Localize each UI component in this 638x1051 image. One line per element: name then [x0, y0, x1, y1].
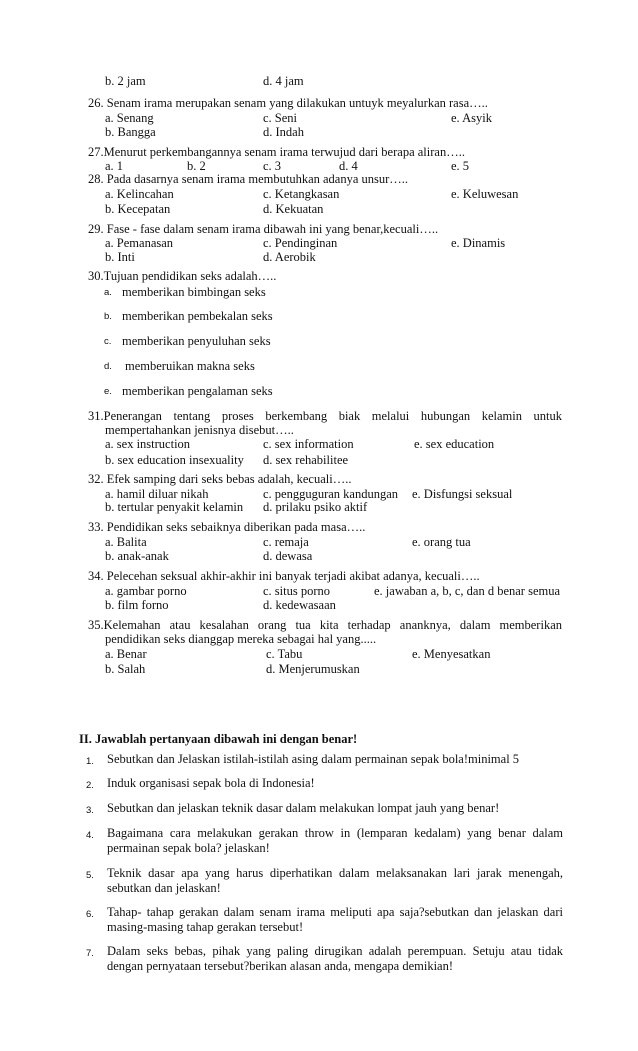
- essay-number: 4.: [86, 830, 94, 841]
- option-a: a. sex instruction: [105, 437, 191, 451]
- option-e: e. Disfungsi seksual: [412, 487, 513, 501]
- essay-number: 3.: [86, 805, 94, 816]
- option-a: a. Kelincahan: [105, 187, 174, 201]
- option-c: c. Tabu: [266, 647, 303, 661]
- essay-question: Sebutkan dan Jelaskan istilah-istilah asing dalam permainan sepak bola!minimal 5: [107, 752, 520, 766]
- option-d: d. dewasa: [263, 549, 313, 563]
- essay-question: Dalam seks bebas, pihak yang paling dirugikan adalah perempuan. Setuju atau tidak dengan pernyataan tersebut?berikan alasan anda, mengapa demikian!: [107, 944, 563, 973]
- question-28: 28. Pada dasarnya senam irama membutuhkan adanya unsur…..: [88, 172, 409, 186]
- question-32: 32. Efek samping dari seks bebas adalah, kecuali…..: [88, 472, 352, 486]
- option-d: d. Menjerumuskan: [266, 662, 360, 676]
- option-c: c. remaja: [263, 535, 309, 549]
- question-29: 29. Fase - fase dalam senam irama dibawah ini yang benar,kecuali…..: [88, 222, 439, 236]
- question-27: 27.Menurut perkembangannya senam irama terwujud dari berapa aliran…..: [88, 145, 465, 159]
- option-d: d. 4: [339, 159, 358, 173]
- option-c: c. pengguguran kandungan: [263, 487, 399, 501]
- question-26: 26. Senam irama merupakan senam yang dilakukan untuyk meyalurkan rasa…..: [88, 96, 488, 110]
- essay-number: 5.: [86, 870, 94, 881]
- list-label: d.: [104, 361, 112, 372]
- option-e: e. jawaban a, b, c, dan d benar semua: [374, 584, 561, 598]
- section-title: II. Jawablah pertanyaan dibawah ini dengan benar!: [79, 732, 358, 746]
- question-31-cont: mempertahankan jenisnya disebut…..: [105, 423, 294, 437]
- question-33: 33. Pendidikan seks sebaiknya diberikan pada masa…..: [88, 520, 366, 534]
- option-d: d. prilaku psiko aktif: [263, 500, 368, 514]
- option-e: e. orang tua: [412, 535, 471, 549]
- essay-question: Tahap- tahap gerakan dalam senam irama meliputi apa saja?sebutkan dan jelaskan dari masing-masing tahap gerakan tersebut!: [107, 905, 563, 934]
- option-e: e. Asyik: [451, 111, 492, 125]
- option-b: b. 2 jam: [105, 74, 146, 88]
- option-d: d. Aerobik: [263, 250, 316, 264]
- option-a: a. Pemanasan: [105, 236, 174, 250]
- option-a: a. Senang: [105, 111, 154, 125]
- option-c: c. Ketangkasan: [263, 187, 340, 201]
- option-c: c. Pendinginan: [263, 236, 338, 250]
- option-d: d. 4 jam: [263, 74, 304, 88]
- list-item: memberuikan makna seks: [125, 359, 255, 373]
- essay-question: Bagaimana cara melakukan gerakan throw in (lemparan kedalam) yang benar dalam permainan sepak bola? jelaskan!: [107, 826, 563, 855]
- list-label: b.: [104, 311, 112, 322]
- option-c: c. sex information: [263, 437, 354, 451]
- question-34: 34. Pelecehan seksual akhir-akhir ini banyak terjadi akibat adanya, kecuali…..: [88, 569, 480, 583]
- option-b: b. anak-anak: [105, 549, 169, 563]
- option-b: b. film forno: [105, 598, 169, 612]
- list-item: memberikan penyuluhan seks: [122, 334, 271, 348]
- question-31: 31.Penerangan tentang proses berkembang biak melalui hubungan kelamin untuk: [88, 409, 562, 423]
- option-e: e. Dinamis: [451, 236, 506, 250]
- essay-number: 6.: [86, 909, 94, 920]
- option-e: e. Menyesatkan: [412, 647, 491, 661]
- list-label: c.: [104, 336, 112, 347]
- option-a: a. Benar: [105, 647, 147, 661]
- option-b: b. Kecepatan: [105, 202, 171, 216]
- option-b: b. Salah: [105, 662, 146, 676]
- option-a: a. gambar porno: [105, 584, 187, 598]
- option-a: a. Balita: [105, 535, 147, 549]
- question-35: 35.Kelemahan atau kesalahan orang tua kita terhadap ananknya, dalam memberikan: [88, 618, 562, 632]
- option-c: c. Seni: [263, 111, 298, 125]
- list-item: memberikan bimbingan seks: [122, 285, 266, 299]
- option-b: b. 2: [187, 159, 206, 173]
- question-35-cont: pendidikan seks dianggap mereka sebagai hal yang.....: [105, 632, 377, 646]
- essay-question: Induk organisasi sepak bola di Indonesia!: [107, 776, 315, 790]
- option-d: d. sex rehabilitee: [263, 453, 349, 467]
- option-e: e. 5: [451, 159, 470, 173]
- option-b: b. Bangga: [105, 125, 156, 139]
- option-d: d. Indah: [263, 125, 304, 139]
- question-30: 30.Tujuan pendidikan seks adalah…..: [88, 269, 277, 283]
- option-b: b. Inti: [105, 250, 135, 264]
- list-label: e.: [104, 386, 112, 397]
- option-b: b. tertular penyakit kelamin: [105, 500, 244, 514]
- option-d: d. Kekuatan: [263, 202, 324, 216]
- option-e: e. Keluwesan: [451, 187, 519, 201]
- essay-question: Sebutkan dan jelaskan teknik dasar dalam melakukan lompat jauh yang benar!: [107, 801, 500, 815]
- essay-number: 2.: [86, 780, 94, 791]
- essay-question: Teknik dasar apa yang harus diperhatikan dalam melaksanakan lari jarak menengah, sebutkan dan jelaskan!: [107, 866, 563, 895]
- option-e: e. sex education: [414, 437, 495, 451]
- list-item: memberikan pembekalan seks: [122, 309, 273, 323]
- option-c: c. situs porno: [263, 584, 331, 598]
- option-d: d. kedewasaan: [263, 598, 336, 612]
- list-label: a.: [104, 287, 112, 298]
- list-item: memberikan pengalaman seks: [122, 384, 273, 398]
- option-b: b. sex education insexuality: [105, 453, 244, 467]
- option-a: a. 1: [105, 159, 124, 173]
- essay-number: 7.: [86, 948, 94, 959]
- option-c: c. 3: [263, 159, 282, 173]
- option-a: a. hamil diluar nikah: [105, 487, 209, 501]
- essay-number: 1.: [86, 756, 94, 767]
